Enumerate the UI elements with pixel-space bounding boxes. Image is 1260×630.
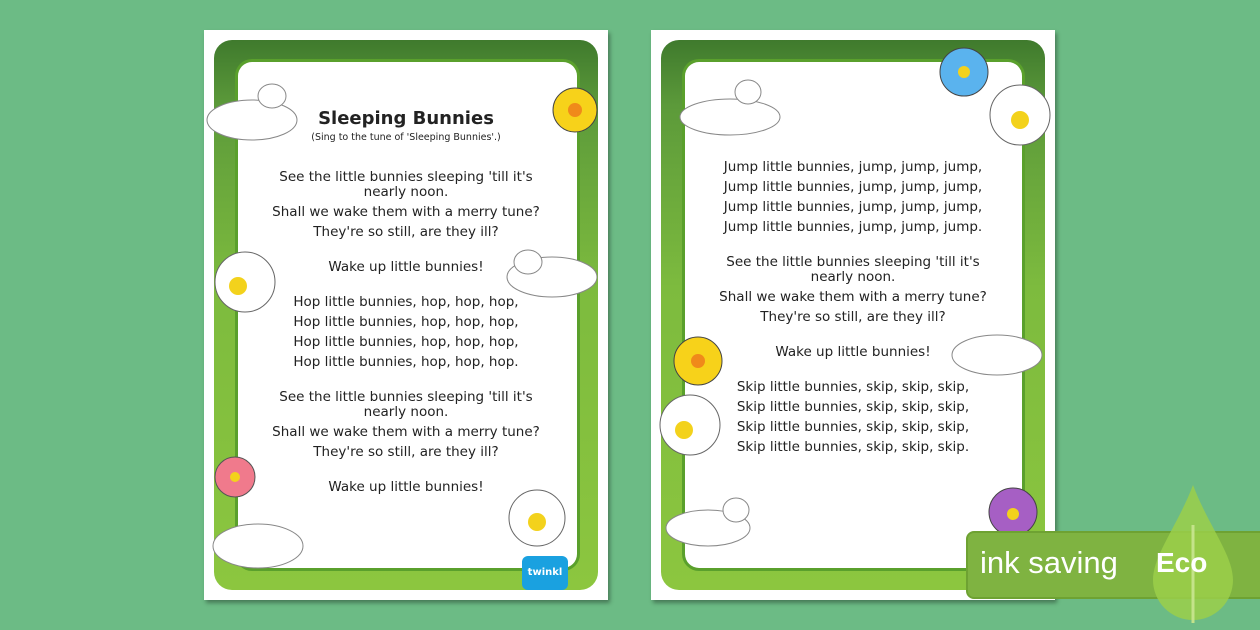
bunny-icon: [666, 498, 750, 546]
lyric-line: They're so still, are they ill?: [760, 309, 946, 325]
lyric-line: nearly noon.: [363, 184, 449, 200]
lyric-line: Hop little bunnies, hop, hop, hop.: [293, 354, 519, 370]
lyric-line: Wake up little bunnies!: [328, 479, 484, 495]
flower-icon: [989, 488, 1037, 536]
eco-badge: [966, 531, 1260, 599]
lyric-line: Jump little bunnies, jump, jump, jump,: [723, 199, 983, 215]
bunny-icon: [952, 335, 1042, 375]
lyric-line: They're so still, are they ill?: [313, 224, 499, 240]
lyric-line: Hop little bunnies, hop, hop, hop,: [293, 294, 519, 310]
lyric-line: Skip little bunnies, skip, skip, skip,: [736, 399, 970, 415]
lyric-line: Skip little bunnies, skip, skip, skip,: [736, 379, 970, 395]
bunny-icon: [213, 524, 303, 568]
flower-icon: [660, 395, 720, 455]
lyric-line: Hop little bunnies, hop, hop, hop,: [293, 314, 519, 330]
flower-icon: [509, 490, 565, 546]
lyric-line: Shall we wake them with a merry tune?: [719, 289, 987, 305]
lyric-line: See the little bunnies sleeping 'till it's: [279, 389, 533, 405]
lyric-line: Wake up little bunnies!: [775, 344, 931, 360]
bunny-icon: [207, 84, 297, 140]
twinkl-logo: twinkl: [522, 556, 568, 590]
lyric-line: Skip little bunnies, skip, skip, skip.: [736, 439, 970, 455]
lyric-line: Jump little bunnies, jump, jump, jump,: [723, 179, 983, 195]
flower-icon: [674, 337, 722, 385]
page-subtitle: (Sing to the tune of 'Sleeping Bunnies'.): [311, 132, 501, 143]
lyric-line: nearly noon.: [810, 269, 896, 285]
page-title: Sleeping Bunnies: [318, 108, 494, 129]
eco-badge-text: ink saving: [980, 545, 1118, 580]
lyric-line: Jump little bunnies, jump, jump, jump.: [723, 219, 983, 235]
lyric-line: Shall we wake them with a merry tune?: [272, 204, 540, 220]
lyric-line: Hop little bunnies, hop, hop, hop,: [293, 334, 519, 350]
bunny-icon: [680, 80, 780, 135]
lyric-line: See the little bunnies sleeping 'till it's: [726, 254, 980, 270]
lyric-line: Wake up little bunnies!: [328, 259, 484, 275]
lyric-line: Skip little bunnies, skip, skip, skip,: [736, 419, 970, 435]
eco-label: Eco: [1156, 547, 1208, 578]
lyric-line: Jump little bunnies, jump, jump, jump,: [723, 159, 983, 175]
flower-icon: [940, 48, 988, 96]
lyric-line: They're so still, are they ill?: [313, 444, 499, 460]
lyric-line: See the little bunnies sleeping 'till it's: [279, 169, 533, 185]
lyric-line: Shall we wake them with a merry tune?: [272, 424, 540, 440]
flower-icon: [553, 88, 597, 132]
bunny-icon: [507, 250, 597, 297]
flower-icon: [215, 252, 275, 312]
flower-icon: [990, 85, 1050, 145]
lyric-line: nearly noon.: [363, 404, 449, 420]
flower-icon: [215, 457, 255, 497]
